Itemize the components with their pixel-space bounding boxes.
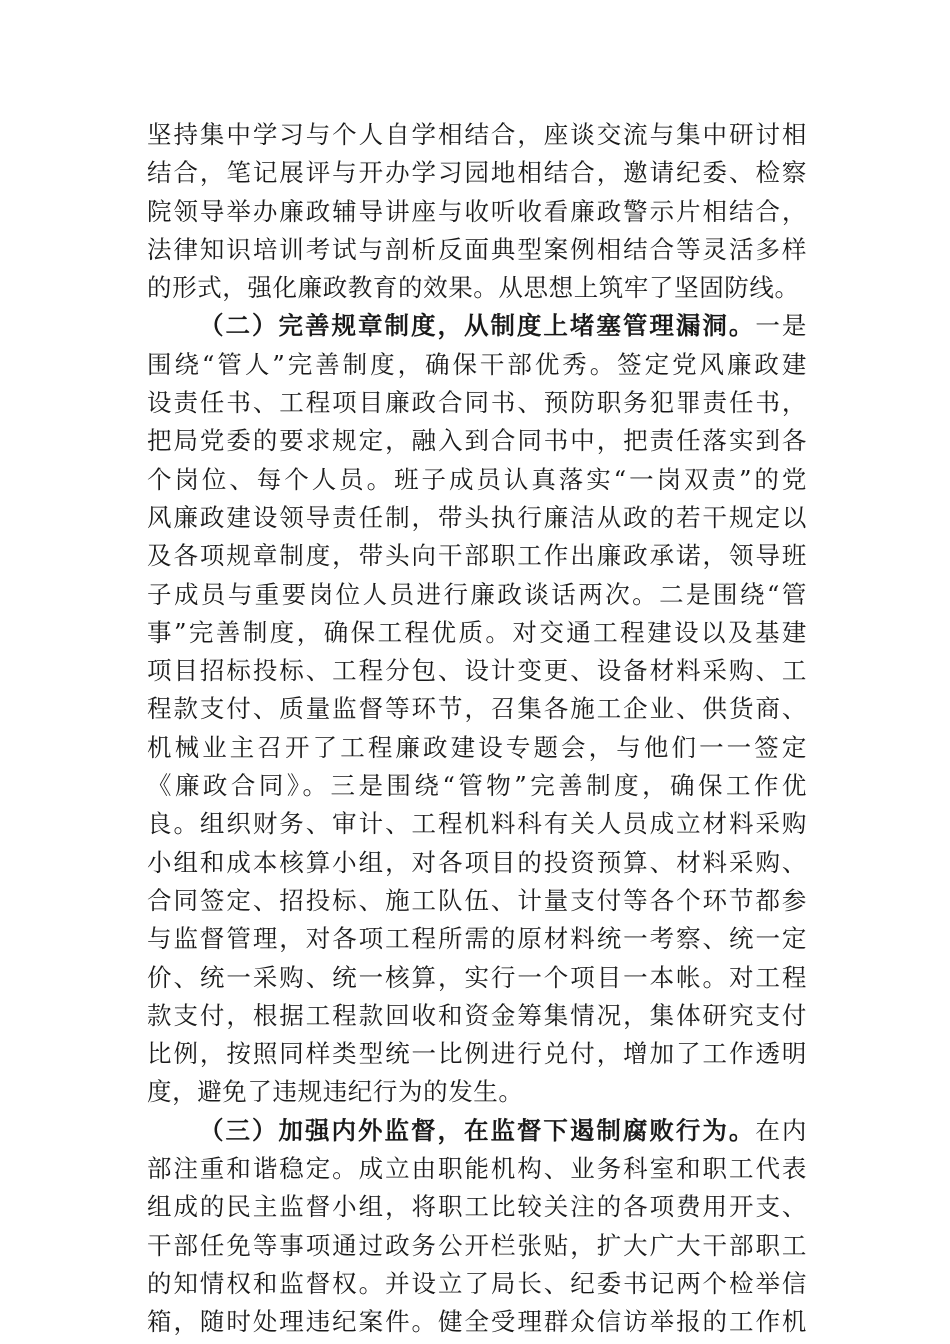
text-line: 围绕“管人”完善制度，确保干部优秀。签定党风廉政建 — [147, 349, 807, 379]
text-line: 机械业主召开了工程廉政建设专题会，与他们一一签定 — [147, 732, 807, 762]
section-heading: （二）完善规章制度，从制度上堵塞管理漏洞。 — [199, 311, 756, 341]
text-line: 款支付，根据工程款回收和资金筹集情况，集体研究支付 — [147, 1000, 807, 1030]
text-line: 干部任免等事项通过政务公开栏张贴，扩大广大干部职工 — [147, 1230, 807, 1260]
text-line: 部注重和谐稳定。成立由职能机构、业务科室和职工代表 — [147, 1154, 807, 1184]
text-line: 箱，随时处理违纪案件。健全受理群众信访举报的工作机 — [147, 1307, 807, 1337]
text-line: 程款支付、质量监督等环节，召集各施工企业、供货商、 — [147, 694, 807, 724]
text-line: 的知情权和监督权。并设立了局长、纪委书记两个检举信 — [147, 1268, 807, 1298]
paragraph-regulations — [147, 307, 807, 1111]
text-line: 坚持集中学习与个人自学相结合，座谈交流与集中研讨相 — [147, 120, 807, 149]
paragraph-education — [147, 116, 807, 307]
text-line: 院领导举办廉政辅导讲座与收听收看廉政警示片相结合， — [147, 196, 807, 226]
text-line: 与监督管理，对各项工程所需的原材料统一考察、统一定 — [147, 924, 807, 954]
text-line: 度，避免了违规违纪行为的发生。 — [147, 1077, 524, 1107]
text-line: 小组和成本核算小组，对各项目的投资预算、材料采购、 — [147, 847, 807, 877]
text-line: 事”完善制度，确保工程优质。对交通工程建设以及基建 — [147, 617, 807, 647]
text-line: 把局党委的要求规定，融入到合同书中，把责任落实到各 — [147, 426, 807, 456]
text-line: 及各项规章制度，带头向干部职工作出廉政承诺，领导班 — [147, 541, 807, 571]
text-line: 结合，笔记展评与开办学习园地相结合，邀请纪委、检察 — [147, 158, 807, 188]
text-line: 组成的民主监督小组，将职工比较关注的各项费用开支、 — [147, 1192, 807, 1222]
text-line: 风廉政建设领导责任制，带头执行廉洁从政的若干规定以 — [147, 502, 807, 532]
text-line: 《廉政合同》。三是围绕“管物”完善制度，确保工作优 — [147, 771, 807, 801]
paragraph-heading-line — [147, 1112, 807, 1150]
text-line: 法律知识培训考试与剖析反面典型案例相结合等灵活多样 — [147, 234, 807, 264]
text-line: 个岗位、每个人员。班子成员认真落实“一岗双责”的党 — [147, 464, 807, 494]
paragraph-heading-line — [147, 307, 807, 345]
text-line: 比例，按照同样类型统一比例进行兑付，增加了工作透明 — [147, 1039, 807, 1069]
text-line: 价、统一采购、统一核算，实行一个项目一本帐。对工程 — [147, 962, 807, 992]
text-fragment: 一是 — [755, 311, 807, 341]
text-line: 的形式，强化廉政教育的效果。从思想上筑牢了坚固防线。 — [147, 273, 800, 303]
text-line: 设责任书、工程项目廉政合同书、预防职务犯罪责任书， — [147, 388, 807, 418]
paragraph-supervision — [147, 1112, 807, 1342]
document-body — [147, 116, 807, 1342]
text-fragment: 在内 — [755, 1115, 807, 1145]
text-line: 项目招标投标、工程分包、设计变更、设备材料采购、工 — [147, 656, 807, 686]
text-line: 合同签定、招投标、施工队伍、计量支付等各个环节都参 — [147, 885, 807, 915]
text-line: 子成员与重要岗位人员进行廉政谈话两次。二是围绕“管 — [147, 579, 807, 609]
text-line: 良。组织财务、审计、工程机料科有关人员成立材料采购 — [147, 809, 807, 839]
section-heading: （三）加强内外监督，在监督下遏制腐败行为。 — [199, 1115, 756, 1145]
